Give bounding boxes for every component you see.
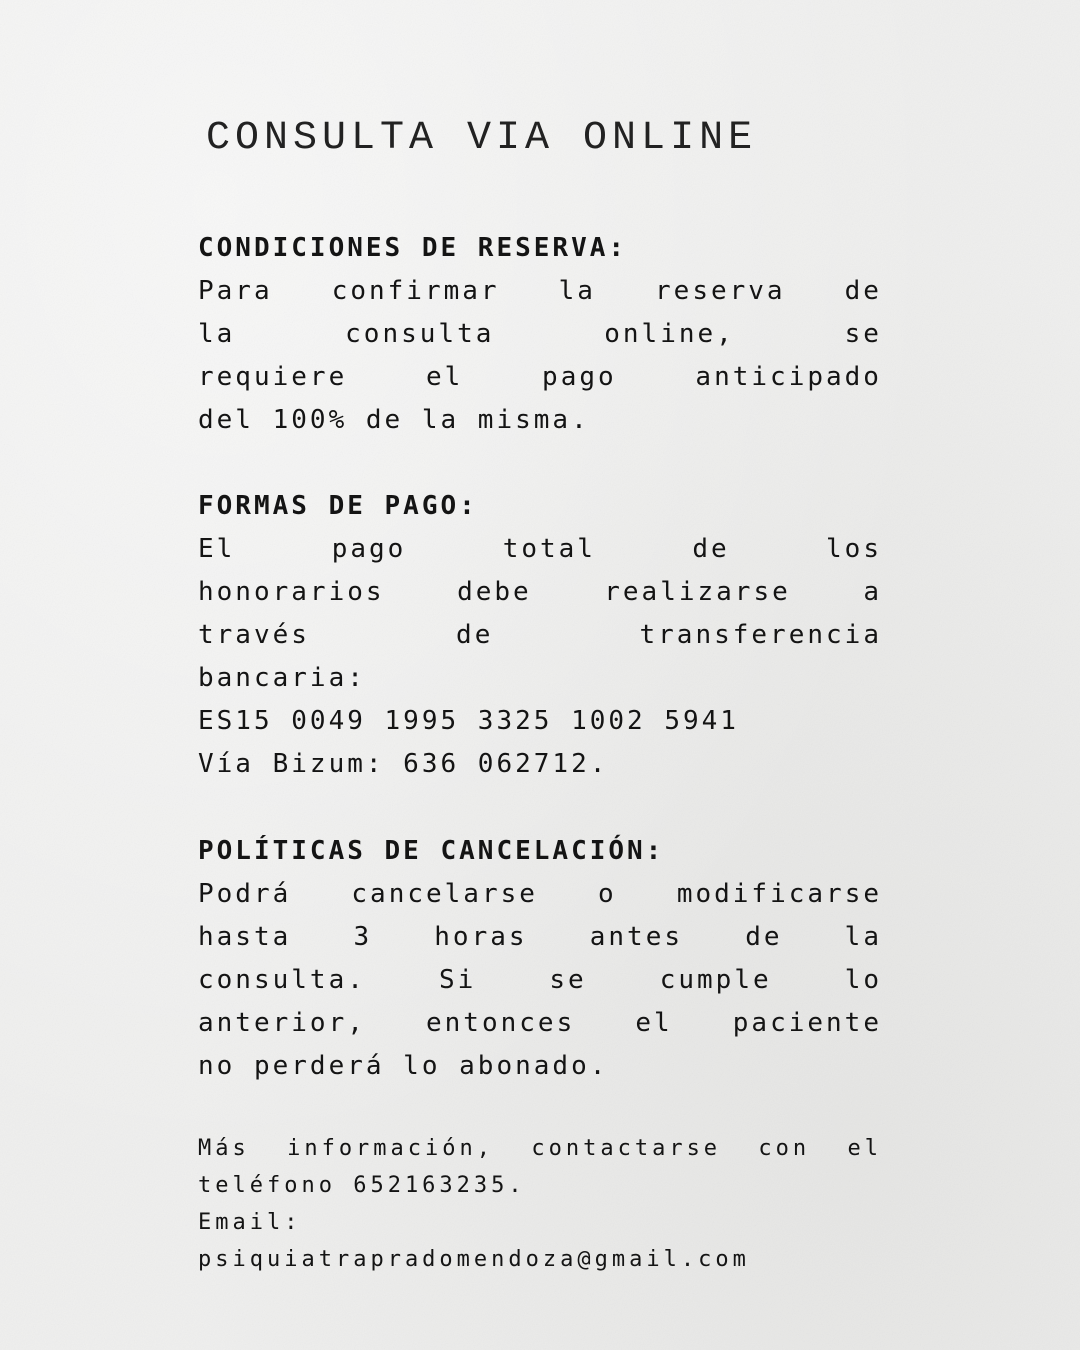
cancelacion-section [198, 830, 882, 1088]
reserva-line [198, 313, 882, 356]
word: transferencia [639, 620, 882, 650]
word: de [844, 276, 882, 306]
word: la [558, 276, 596, 306]
word: hasta [198, 922, 292, 952]
pago-line-bancaria: bancaria: [198, 663, 366, 693]
word: los [826, 534, 882, 564]
word: cumple [659, 965, 772, 995]
word: de [692, 534, 730, 564]
word: honorarios [198, 577, 385, 607]
word: el [635, 1008, 673, 1038]
contact-footer [198, 1130, 882, 1278]
word: consulta. [198, 965, 366, 995]
word: total [502, 534, 596, 564]
pago-line [198, 614, 882, 657]
word: Para [198, 276, 273, 306]
word: cancelarse [351, 879, 538, 909]
word: el [847, 1136, 882, 1161]
contact-line [198, 1130, 882, 1167]
word: se [549, 965, 587, 995]
word: debe [457, 577, 532, 607]
iban-number: ES15 0049 1995 3325 1002 5941 [198, 706, 739, 736]
word: pago [542, 362, 617, 392]
word: de [745, 922, 783, 952]
word: contactarse [531, 1136, 722, 1161]
reserva-line [198, 270, 882, 313]
word: la [844, 922, 882, 952]
reserva-heading: CONDICIONES DE RESERVA: [198, 233, 628, 263]
word: o [598, 879, 617, 909]
word: 3 [353, 922, 373, 952]
reserva-last-line: del 100% de la misma. [198, 405, 590, 435]
word: antes [589, 922, 684, 952]
word: a [863, 577, 882, 607]
pago-section [198, 485, 882, 786]
word: se [844, 319, 882, 349]
word: anticipado [695, 362, 882, 392]
cancelacion-last-line: no perderá lo abonado. [198, 1051, 609, 1081]
word: consulta [345, 319, 495, 349]
cancelacion-line [198, 873, 882, 916]
email-address: psiquiatrapradomendoza@gmail.com [198, 1247, 750, 1272]
page-title: CONSULTA VIA ONLINE [206, 116, 758, 161]
word: confirmar [331, 276, 500, 306]
word: modificarse [676, 879, 882, 909]
email-label: Email: [198, 1210, 302, 1235]
cancelacion-line [198, 916, 882, 959]
reserva-line [198, 356, 882, 399]
cancelacion-line [198, 959, 882, 1002]
word: pago [331, 534, 407, 564]
word: Si [438, 965, 477, 995]
word: la [198, 319, 236, 349]
word: el [425, 362, 464, 392]
word: realizarse [604, 577, 791, 607]
pago-line [198, 571, 882, 614]
phone-line: teléfono 652163235. [198, 1173, 526, 1198]
word: Podrá [198, 879, 292, 909]
word: entonces [426, 1008, 576, 1038]
word: de [456, 620, 494, 650]
pago-line [198, 528, 882, 571]
cancelacion-line [198, 1002, 882, 1045]
word: El [198, 534, 236, 564]
word: través [198, 620, 310, 650]
word: anterior, [198, 1008, 366, 1038]
bizum-number: Vía Bizum: 636 062712. [198, 749, 609, 779]
word: online, [604, 319, 735, 349]
word: paciente [732, 1008, 882, 1038]
pago-heading: FORMAS DE PAGO: [198, 491, 478, 521]
word: reserva [655, 276, 786, 306]
word: Más [198, 1136, 250, 1161]
word: requiere [198, 362, 348, 392]
cancelacion-heading: POLÍTICAS DE CANCELACIÓN: [198, 836, 665, 866]
word: horas [434, 922, 528, 952]
word: información, [287, 1136, 495, 1161]
word: con [758, 1136, 811, 1161]
reserva-section [198, 227, 882, 442]
word: lo [844, 965, 882, 995]
